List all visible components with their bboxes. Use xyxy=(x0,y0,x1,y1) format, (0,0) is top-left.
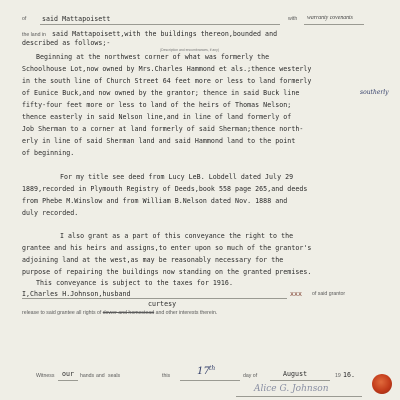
release-suffix: and other interests therein. xyxy=(155,310,218,316)
release-struck: dower and homestead xyxy=(102,310,155,316)
description-line: fifty-four feet more or less to land of the heirs of Thomas Nelson; xyxy=(22,101,292,109)
title-line: 1889,recorded in Plymouth Registry of Deeds,book 558 page 265,and deeds xyxy=(22,185,308,193)
grant-line: This conveyance is subject to the taxes for 1916. xyxy=(36,279,233,287)
header-rule xyxy=(40,24,280,25)
grant-line: I also grant as a part of this conveyance the right to the xyxy=(60,232,294,240)
year-digits: 16. xyxy=(343,371,356,379)
title-line: duly recorded. xyxy=(22,209,79,217)
and-seals-label: and xyxy=(96,373,105,379)
title-line: For my title see deed from Lucy LeB. Lobdell dated July 29 xyxy=(60,173,294,181)
town-name: said Mattapoisett xyxy=(42,15,111,23)
with-label: with xyxy=(288,16,298,22)
spouse-rule xyxy=(22,298,287,299)
land-label: the land in xyxy=(22,32,46,38)
description-line: erly in line of said Sherman land and said Hammond land to the point xyxy=(22,137,296,145)
day-of-label: day of xyxy=(243,373,258,379)
our-word: our xyxy=(62,370,75,378)
day-suffix: th xyxy=(209,365,216,372)
day-number: 17 xyxy=(197,366,210,377)
grant-line: adjoining land at the west,as may be reasonably necessary for the xyxy=(22,256,284,264)
grant-line: grantee and his heirs and assigns,to enter upon so much of the grantor's xyxy=(22,244,312,252)
title-line: from Phebe M.Winslow and from William B.Nelson dated Nov. 1888 and xyxy=(22,197,288,205)
release-prefix: release to said grantee all rights of xyxy=(22,310,102,316)
witness-label: Witness xyxy=(36,373,55,379)
release-line xyxy=(22,310,217,316)
described-line: described as follows;- xyxy=(22,39,111,47)
month: August xyxy=(283,370,308,378)
of-label: of xyxy=(22,16,27,22)
description-line: of Eunice Buck,and now owned by the grantor; thence in said Buck line xyxy=(22,89,300,97)
spouse-marks: xxx xyxy=(290,290,303,298)
our-rule xyxy=(58,380,78,381)
signature: Alice G. Johnson xyxy=(254,384,329,394)
description-line: Job Sherman to a corner at land formerly of said Sherman;thence north- xyxy=(22,125,304,133)
day-rule xyxy=(180,380,240,381)
description-line: Beginning at the northwest corner of what was formerly the xyxy=(36,53,270,61)
year-prefix: 19 xyxy=(335,373,341,379)
wax-seal-icon xyxy=(372,374,392,394)
right-word: curtesy xyxy=(148,300,177,308)
seals-label: seals xyxy=(108,373,121,379)
description-line: Schoolhouse Lot,now owned by Mrs.Charles Hammond et als.;thence westerly xyxy=(22,65,312,73)
description-line: in the south line of Church Street 64 feet more or less to land formerly xyxy=(22,77,312,85)
month-rule xyxy=(270,380,330,381)
spouse-name: I,Charles H.Johnson,husband xyxy=(22,290,131,298)
covenant-type: warranty covenants xyxy=(307,15,353,21)
description-line: of beginning. xyxy=(22,149,75,157)
grant-line: purpose of repairing the buildings now standing on the granted premises. xyxy=(22,268,312,276)
this-label: this xyxy=(162,373,171,379)
location-line: said Mattapoisett,with the buildings thereon,bounded and xyxy=(52,30,278,38)
description-fine-print: (Description and encumbrances, if any) xyxy=(160,48,219,52)
margin-note-southerly: southerly xyxy=(360,89,389,96)
hands-label: hands xyxy=(80,373,95,379)
of-grantor-label: of said grantor xyxy=(312,291,346,297)
signature-rule xyxy=(236,396,362,397)
covenant-rule xyxy=(304,24,364,25)
description-line: thence easterly in said Nelson line,and in line of land formerly of xyxy=(22,113,292,121)
